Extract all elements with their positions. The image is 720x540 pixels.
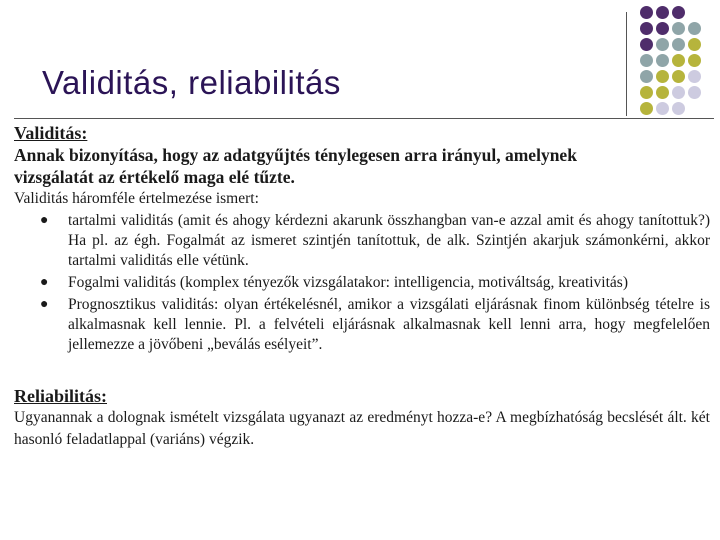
bullet-icon: ● [40, 275, 49, 290]
decorative-dot [656, 70, 669, 83]
bullet-icon: ● [40, 213, 49, 228]
validity-bullet-list [40, 211, 710, 355]
slide-title: Validitás, reliabilitás [42, 64, 341, 101]
decorative-dot [688, 22, 701, 35]
decorative-dot [656, 86, 669, 99]
decorative-dot [656, 6, 669, 19]
list-item [40, 295, 710, 355]
reliability-text: Ugyanannak a dolognak ismételt vizsgálata ugyanazt az eredményt hozza-e? A megbízhatóság becslését ált. két hasonló feladatlappal (variáns) végzik. [14, 409, 710, 448]
decorative-dot [640, 86, 653, 99]
decorative-dot [640, 54, 653, 67]
decorative-dot [672, 86, 685, 99]
validity-intro: Validitás háromféle értelmezése ismert: [14, 190, 259, 207]
decorative-dot [640, 102, 653, 115]
decorative-dot [640, 38, 653, 51]
decorative-dot [672, 70, 685, 83]
list-item [40, 211, 710, 271]
bullet-icon: ● [40, 297, 49, 312]
decorative-dot [688, 54, 701, 67]
validity-definition-line2: vizsgálatát az értékelő maga elé tűzte. [14, 167, 295, 187]
decorative-dot [656, 38, 669, 51]
decorative-dot [656, 22, 669, 35]
decorative-dot [688, 38, 701, 51]
decorative-dot-grid [640, 6, 701, 115]
bullet-text: Fogalmi validitás (komplex tényezők vizsgálatakor: intelligencia, motiváltság, kreativitás) [68, 274, 628, 291]
decorative-dot [640, 22, 653, 35]
reliability-heading: Reliabilitás: [14, 386, 107, 406]
decorative-dot [688, 70, 701, 83]
validity-definition-line1: Annak bizonyítása, hogy az adatgyűjtés ténylegesen arra irányul, amelynek [14, 145, 577, 165]
decorative-dot [656, 102, 669, 115]
decorative-dot [656, 54, 669, 67]
decorative-dot [640, 6, 653, 19]
validity-heading: Validitás: [14, 123, 88, 143]
decorative-dot [672, 54, 685, 67]
list-item [40, 273, 710, 293]
bullet-text: tartalmi validitás (amit és ahogy kérdezni akarunk összhangban van-e azzal amit és ahogy tanítottuk?) Ha pl. az égh. Fogalmát az ismeret szintjén tanítottuk, de alk. Szintjén akarjuk számonkérni, akkor tartalmi validitás elle vétünk. [68, 212, 710, 269]
slide-content [14, 118, 710, 451]
decorative-dot [672, 102, 685, 115]
decorative-dot [672, 6, 685, 19]
bullet-text: Prognosztikus validitás: olyan értékelésnél, amikor a vizsgálati eljárásnak finom különbség tételre is alkalmasnak kell lennie. Pl. a felvételi eljárásnak alkalmasnak kell lenni arra, hogy megfelelően jellemezze a jövőbeni „beválás esélyeit”. [68, 296, 710, 353]
decorative-dot [688, 86, 701, 99]
vertical-divider [626, 12, 627, 116]
decorative-dot [672, 38, 685, 51]
decorative-dot [640, 70, 653, 83]
decorative-dot [672, 22, 685, 35]
